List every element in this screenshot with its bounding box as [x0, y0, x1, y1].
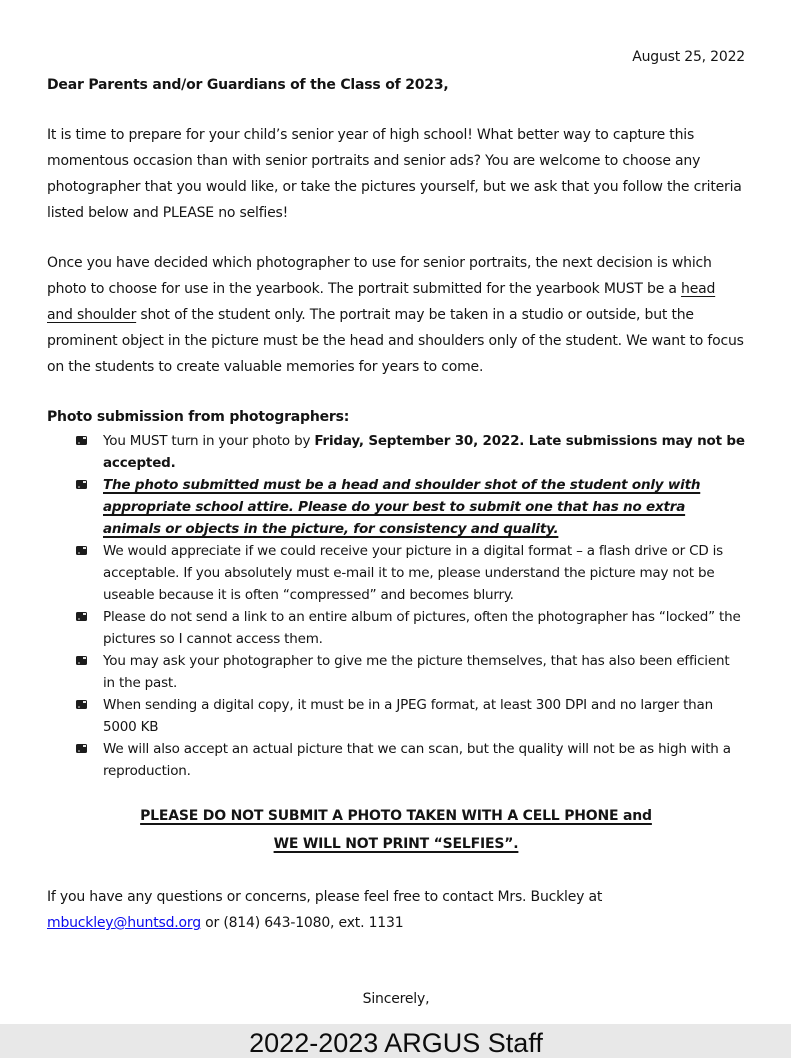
- bullet-text: [103, 540, 745, 606]
- email-link[interactable]: mbuckley@huntsd.org: [47, 915, 201, 931]
- bullet-segment: You MUST turn in your photo by: [103, 433, 315, 449]
- camera-bullet-icon: [76, 744, 87, 753]
- contact-paragraph: [47, 884, 745, 936]
- camera-bullet-icon: [76, 656, 87, 665]
- bullet-segment: When sending a digital copy, it must be in a JPEG format, at least 300 DPI and no larger than 5000 KB: [103, 697, 713, 735]
- list-item: [76, 650, 745, 694]
- section-heading: Photo submission from photographers:: [47, 409, 350, 425]
- portrait-paragraph-after: shot of the student only. The portrait may be taken in a studio or outside, but the prominent object in the picture must be the head and shoulders only of the student. We want to focus on the students to create valuable memories for years to come.: [47, 307, 744, 375]
- cell-phone-notice: [47, 802, 745, 858]
- bullet-text: [103, 430, 745, 474]
- salutation: Dear Parents and/or Guardians of the Class of 2023,: [47, 77, 449, 93]
- bullet-text: [103, 650, 745, 694]
- list-item: [76, 474, 745, 540]
- bullet-text: [103, 694, 745, 738]
- underlined-phrase: head and shoulder: [47, 281, 716, 323]
- list-item: [76, 430, 745, 474]
- photo-submission-list: [47, 430, 745, 782]
- bullet-text: [103, 474, 745, 540]
- list-item: [76, 738, 745, 782]
- bullet-segment: Please do not send a link to an entire album of pictures, often the photographer has “locked” the pictures so I cannot access them.: [103, 609, 741, 647]
- bullet-text: [103, 738, 745, 782]
- bullet-segment: Friday, September 30, 2022. Late submissions may not be accepted.: [103, 433, 745, 471]
- date-line: August 25, 2022: [632, 49, 745, 65]
- signature: 2022-2023 ARGUS Staff: [249, 1028, 543, 1058]
- list-item: [76, 540, 745, 606]
- bullet-text: [103, 606, 745, 650]
- contact-before: If you have any questions or concerns, please feel free to contact Mrs. Buckley at: [47, 889, 603, 905]
- bullet-segment: The photo submitted must be a head and shoulder shot of the student only with appropriate school attire. Please do your best to submit one that has no extra animals or objects in the picture, for consistency and quality.: [103, 477, 701, 537]
- portrait-paragraph-before: Once you have decided which photographer to use for senior portraits, the next decision is which photo to choose for use in the yearbook. The portrait submitted for the yearbook MUST be a: [47, 255, 712, 297]
- camera-bullet-icon: [76, 612, 87, 621]
- bullet-segment: You may ask your photographer to give me the picture themselves, that has also been efficient in the past.: [103, 653, 730, 691]
- list-item: [76, 694, 745, 738]
- intro-paragraph: It is time to prepare for your child’s senior year of high school! What better way to capture this momentous occasion than with senior portraits and senior ads? You are welcome to choose any photographer that you would like, or take the pictures yourself, but we ask that you follow the criteria listed below and PLEASE no selfies!: [47, 127, 742, 221]
- contact-after: or (814) 643-1080, ext. 1131: [200, 915, 404, 931]
- notice-line-1: PLEASE DO NOT SUBMIT A PHOTO TAKEN WITH A CELL PHONE and: [140, 808, 652, 824]
- list-item: [76, 606, 745, 650]
- portrait-paragraph: [47, 250, 745, 380]
- bullet-segment: We will also accept an actual picture that we can scan, but the quality will not be as high with a reproduction.: [103, 741, 731, 779]
- camera-bullet-icon: [76, 546, 87, 555]
- camera-bullet-icon: [76, 700, 87, 709]
- bullet-segment: We would appreciate if we could receive your picture in a digital format – a flash drive or CD is acceptable. If you absolutely must e-mail it to me, please understand the picture may not be useable because it is often “compressed” and becomes blurry.: [103, 543, 723, 603]
- closing: Sincerely,: [362, 991, 430, 1007]
- camera-bullet-icon: [76, 480, 87, 489]
- notice-line-2: WE WILL NOT PRINT “SELFIES”.: [273, 836, 519, 852]
- camera-bullet-icon: [76, 436, 87, 445]
